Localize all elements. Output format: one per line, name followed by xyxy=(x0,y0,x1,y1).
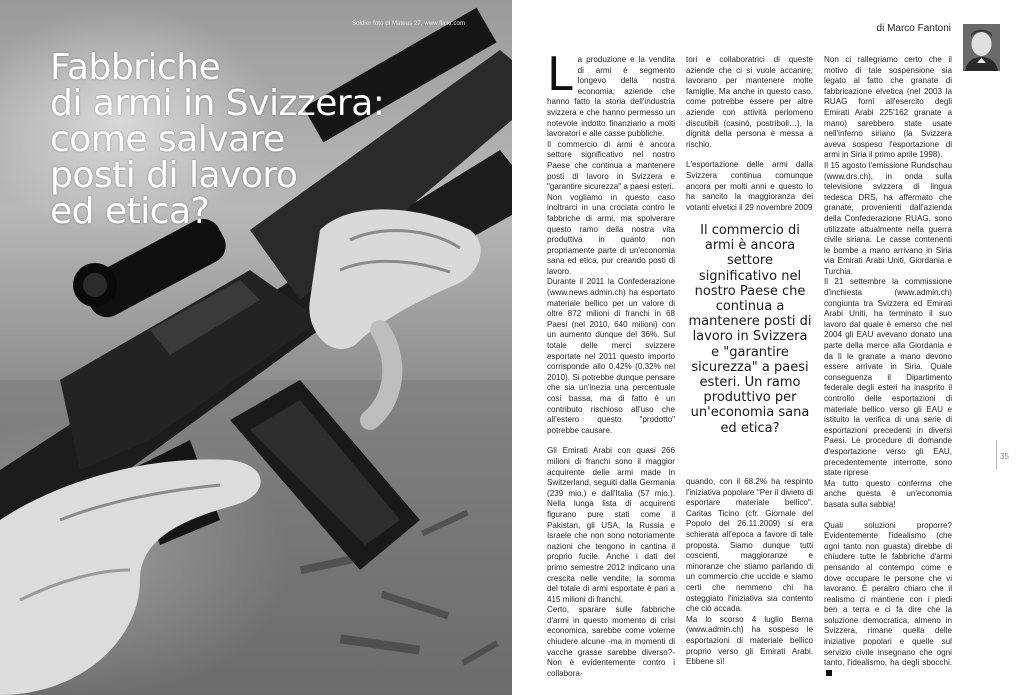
article-page xyxy=(512,0,1024,695)
article-paragraph: Il commercio di armi è ancora settore significativo nel nostro Paese che continua a mantenere posti di lavoro in Svizzera e "garantire sicurezza" a paesi esteri. xyxy=(547,139,675,192)
headline-line: ed etica? xyxy=(50,191,210,232)
article-paragraph: Ma lo scorso 4 luglio Berna (www.admin.ch) ha sospeso le esportazioni di materiale bellico proprio verso gli Emirati Arabi. Ebbene sì! xyxy=(686,614,813,667)
article-paragraph: Quali soluzioni proporre? Evidentemente l'idealismo (che ogni tanto non guasta) direbbe di chiudere tutte le fabbriche d'armi pensando al contempo come e dove occupare le persone che vi lavorano. È peraltro chiaro che il realismo ci mantiene con i piedi ben a terra e ci fa dire che la soluzione democratica, almeno in Svizzera, rimane quella delle iniziative popolari e quelle sul servizio civile insegnano che ogni tanto, l'idealismo, ha degli sbocchi. xyxy=(824,521,952,680)
author-portrait-icon xyxy=(963,24,1000,71)
article-paragraph: Non ci rallegriamo certo che il motivo di tale sospensione sia legato al fatto che granate di fabbricazione elvetica (nel 2003 la RUAG fornì all'esercito degli Emirati Arabi 225'162 granate a mano) sarebbero state usate nell'inferno siriano (la Svizzera aveva sospeso l'esportazione di armi in Siria il primo aprile 1998). xyxy=(824,55,952,160)
headline xyxy=(50,47,500,232)
article-paragraph: quando, con il 68.2% ha respinto l'iniziativa popolare "Per il divieto di esportare materiale bellico". Caritas Ticino (cfr. Giornale del Popolo del 26.11.2009) si era schierata all'epoca a favore di tale proposta. Siamo dunque tutti coscienti, maggioranze e minoranze che stiamo parlando di un commercio che uccide e siamo certi che nemmeno chi ha osteggiato l'iniziativa sia contento che ciò accada. xyxy=(686,477,813,614)
drop-cap: L xyxy=(547,47,573,101)
article-paragraph: Durante il 2011 la Confederazione (www.news.admin.ch) ha esportato materiale bellico per un valore di oltre 872 milioni di franchi in 68 Paesi (nel 2010, 640 milioni) con un aumento dunque del 36%. Sul totale delle merci svizzere esportate nel 2011 questo importo corrisponde allo 0.42% (0.32% nel 2010). Si potrebbe dunque pensare che sia un'inezia una percentuale così bassa, ma di fatto è un contributo rischioso all'uso che all'estero questo "prodotto" potrebbe causare. xyxy=(547,277,675,435)
article-paragraph: La produzione e la vendita di armi è segmento longevo della nostra economia; aziende che hanno fatto la storia dell'industria svizzera e che hanno permesso un notevole indotto finanziario a molti lavoratori e alle casse pubbliche. xyxy=(547,47,675,139)
headline-line: come salvare xyxy=(50,119,285,160)
end-of-article-icon xyxy=(826,670,832,676)
page-number: 35 xyxy=(1000,452,1009,461)
headline-line: di armi in Svizzera: xyxy=(50,83,385,124)
headline-line: Fabbriche xyxy=(50,47,221,88)
article-paragraph: Ma tutto questo conferma che anche questa è un'economia basata sulla sabbia! xyxy=(824,478,952,509)
headline-line: posti di lavoro xyxy=(50,155,298,196)
photo-credit: Soldier foto di Mateus 27, www.flickr.com xyxy=(352,21,466,27)
page-number-rule xyxy=(996,440,997,470)
article-column-2-bottom xyxy=(686,477,813,668)
article-paragraph: Il 21 settembre la commissione d'inchiesta (www.admin.ch) congiunta tra Svizzera ed Emirati Arabi Uniti, ha terminato il suo lavoro dal quale è emerso che nel 2004 gli EAU avevano donato una parte della merce alla Giordania e da lì le granate a mano devono essere arrivate in Siria. Quale conseguenza il Dipartimento federale degli esteri ha inasprito il controllo delle esportazioni di materiale bellico verso gli EAU e istituito la verifica di una serie di esportazioni precedenti in diversi Paesi. Le procedure di domande d'esportazione verso gli EAU, precedentemente interrotte, sono state riprese xyxy=(824,277,952,478)
article-column-3 xyxy=(824,55,952,679)
article-paragraph: tori e collaboratrici di queste aziende che ci si vuole accanire; lavorano per mantenere molte famiglie. Ma anche in questo caso, come potrebbe essere per altre aziende con attività perlomeno discutibili (casinò, postriboli…), la dignità della persona è messa a rischio. xyxy=(686,55,813,149)
article-column-2 xyxy=(686,55,813,213)
article-paragraph: L'esportazione delle armi dalla Svizzera continua comunque ancora per molti anni e questo lo ha sancito la maggioranza dei votanti elvetici il 29 novembre 2009 xyxy=(686,160,813,212)
author-avatar xyxy=(963,24,1000,71)
article-paragraph: Certo, sparare sulle fabbriche d'armi in questo momento di crisi economica, sarebbe come volerne chiudere alcune -ma in momenti di vacche grasse sarebbe diverso?- Non è evidentemente contro i collabora- xyxy=(547,605,675,678)
article-paragraph: Gli Emirati Arabi con quasi 266 milioni di franchi sono il maggior acquirente delle armi made in Switzerland, seguiti dalla Germania (239 mio.) e dall'Italia (57 mio.). Nella lunga lista di acquirenti figurano pure stati come il Pakistan, gli USA, la Russia e Israele che non sono notoriamente nazioni che tengono in cantina il proprio fucile. Anche i dati del primo semestre 2012 indicano una crescita nelle vendite; la somma del totale di armi esportate è pari a 415 milioni di franchi. xyxy=(547,446,675,604)
author-byline: di Marco Fantoni xyxy=(876,23,951,34)
pull-quote: Il commercio di armi è ancora settore significativo nel nostro Paese che continua a mantenere posti di lavoro in Svizzera e "garantire sicurezza" a paesi esteri. Un ramo produttivo per un'economia sana ed etica? xyxy=(688,223,812,436)
article-paragraph: Il 15 agosto l'emissione Rundschau (www.drs.ch), in onda sulla televisione svizzera di lingua tedesca DRS, ha affermato che granate, provenienti dall'azienda della Confederazione RUAG, sono utilizzate attualmente nella guerra civile siriana. Le casse contenenti le bombe a mano arrivano in Siria via Emirati Arabi Uniti, Giordania e Turchia. xyxy=(824,160,952,276)
article-column-1 xyxy=(547,47,675,679)
article-paragraph: Non vogliamo in questo caso inoltrarci in una crociata contro le fabbriche di armi, ma spolverare questo ramo della nostra vita produttiva in quanto non propriamente parte di un'economia sana ed etica, pur creando posti di lavoro. xyxy=(547,192,675,276)
